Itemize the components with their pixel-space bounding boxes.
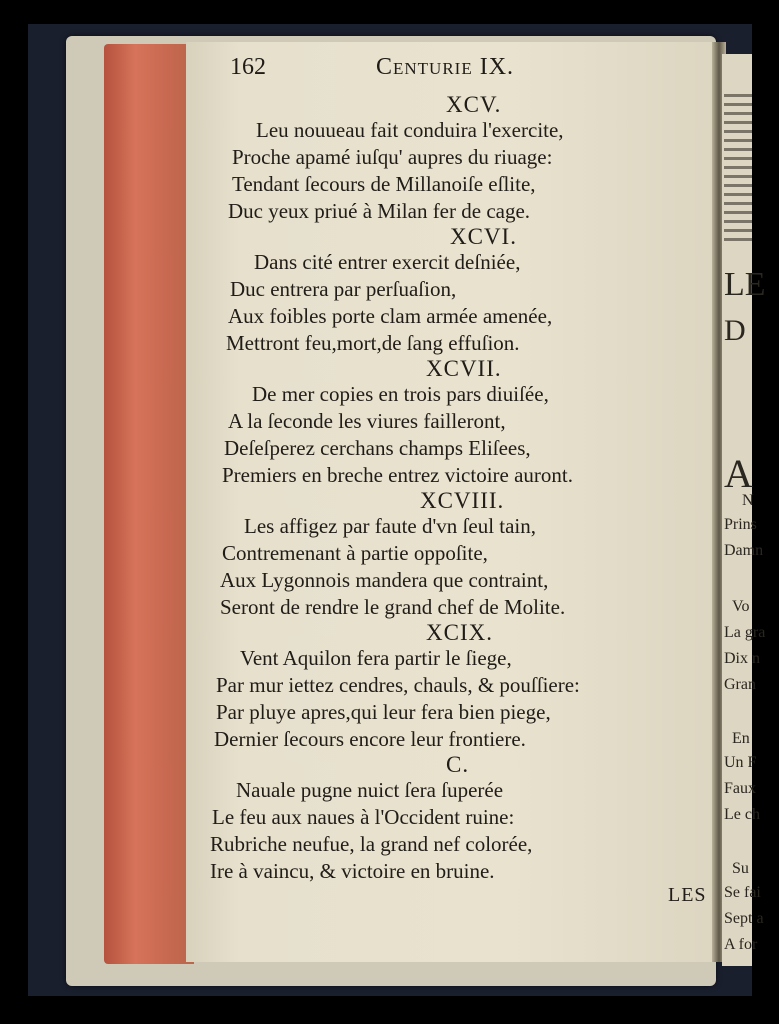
facing-fragment: En bbox=[732, 730, 750, 747]
facing-fragment: La gra bbox=[724, 624, 766, 641]
verse-line: Par pluye apres,qui leur fera bien piege, bbox=[216, 700, 551, 724]
verse-line: Rubriche neufue, la grand nef colorée, bbox=[210, 832, 533, 856]
verse-line: Ire à vaincu, & victoire en bruine. bbox=[210, 859, 495, 883]
verse-line: Dans cité entrer exercit deſniée, bbox=[254, 250, 521, 274]
verse-line: Aux Lygonnois mandera que contraint, bbox=[220, 568, 549, 592]
verse-line: Duc yeux priué à Milan fer de cage. bbox=[228, 199, 531, 223]
facing-fragment: N bbox=[742, 492, 754, 509]
verse-line: Le feu aux naues à l'Occident ruine: bbox=[212, 805, 515, 829]
quatrain-numeral: XCIX. bbox=[426, 620, 493, 645]
facing-fragment: Dix n bbox=[724, 650, 760, 667]
facing-fragment: Faux bbox=[724, 780, 756, 797]
verse-line: Proche apamé iuſqu' aupres du riuage: bbox=[232, 145, 553, 169]
facing-fragment: Prins bbox=[724, 516, 757, 533]
facing-fragment: A bbox=[724, 451, 753, 496]
facing-page bbox=[722, 54, 766, 966]
verse-line: Leu nouueau fait conduira l'exercite, bbox=[256, 118, 564, 142]
facing-fragment: Gran bbox=[724, 676, 756, 693]
woodcut-ornament bbox=[724, 94, 752, 244]
verse-line: De mer copies en trois pars diuiſée, bbox=[252, 382, 549, 406]
verse-line: Mettront feu,mort,de ſang effuſion. bbox=[226, 331, 520, 355]
verse-line: Seront de rendre le grand chef de Molite. bbox=[220, 595, 566, 619]
facing-fragment: Le ch bbox=[724, 806, 760, 823]
catchword: LES bbox=[668, 884, 707, 906]
verse-line: Aux foibles porte clam armée amenée, bbox=[228, 304, 553, 328]
verse-line: Les affigez par faute d'vn ſeul tain, bbox=[244, 514, 537, 538]
facing-fragment: D bbox=[724, 314, 746, 347]
facing-fragment: LE bbox=[724, 266, 766, 303]
facing-fragment: Vo bbox=[732, 598, 750, 615]
verse-line: Dernier ſecours encore leur frontiere. bbox=[214, 727, 526, 751]
verse-line: Premiers en breche entrez victoire auront. bbox=[222, 463, 574, 487]
verse-line: Tendant ſecours de Millanoiſe eſlite, bbox=[232, 172, 536, 196]
quatrain-numeral: XCVIII. bbox=[420, 488, 505, 513]
page-number: 162 bbox=[230, 54, 266, 80]
verse-line: A la ſeconde les viures failleront, bbox=[228, 409, 506, 433]
verse-line: Contremenant à partie oppoſite, bbox=[222, 541, 488, 565]
facing-fragment: Sept a bbox=[724, 910, 764, 927]
facing-fragment: A for bbox=[724, 936, 758, 953]
red-page-edges bbox=[104, 44, 194, 964]
facing-fragment: Un F bbox=[724, 754, 757, 771]
verse-line: Duc entrera par perſuaſion, bbox=[230, 277, 457, 301]
quatrain-numeral: XCV. bbox=[446, 92, 502, 117]
verse-line: Vent Aquilon fera partir le ſiege, bbox=[240, 646, 512, 670]
verse-line: Nauale pugne nuict ſera ſuperée bbox=[236, 778, 504, 802]
quatrain-numeral: XCVI. bbox=[450, 224, 517, 249]
facing-fragment: Damn bbox=[724, 542, 764, 559]
verse-line: Deſeſperez cerchans champs Eliſees, bbox=[224, 436, 531, 460]
quatrain-numeral: XCVII. bbox=[426, 356, 502, 381]
verse-line: Par mur iettez cendres, chauls, & pouſſiere: bbox=[216, 673, 580, 697]
quatrain-numeral: C. bbox=[446, 752, 470, 777]
running-title: Centurie IX. bbox=[376, 54, 515, 80]
facing-fragment: Su bbox=[732, 860, 749, 877]
facing-fragment: Se fai bbox=[724, 884, 761, 901]
